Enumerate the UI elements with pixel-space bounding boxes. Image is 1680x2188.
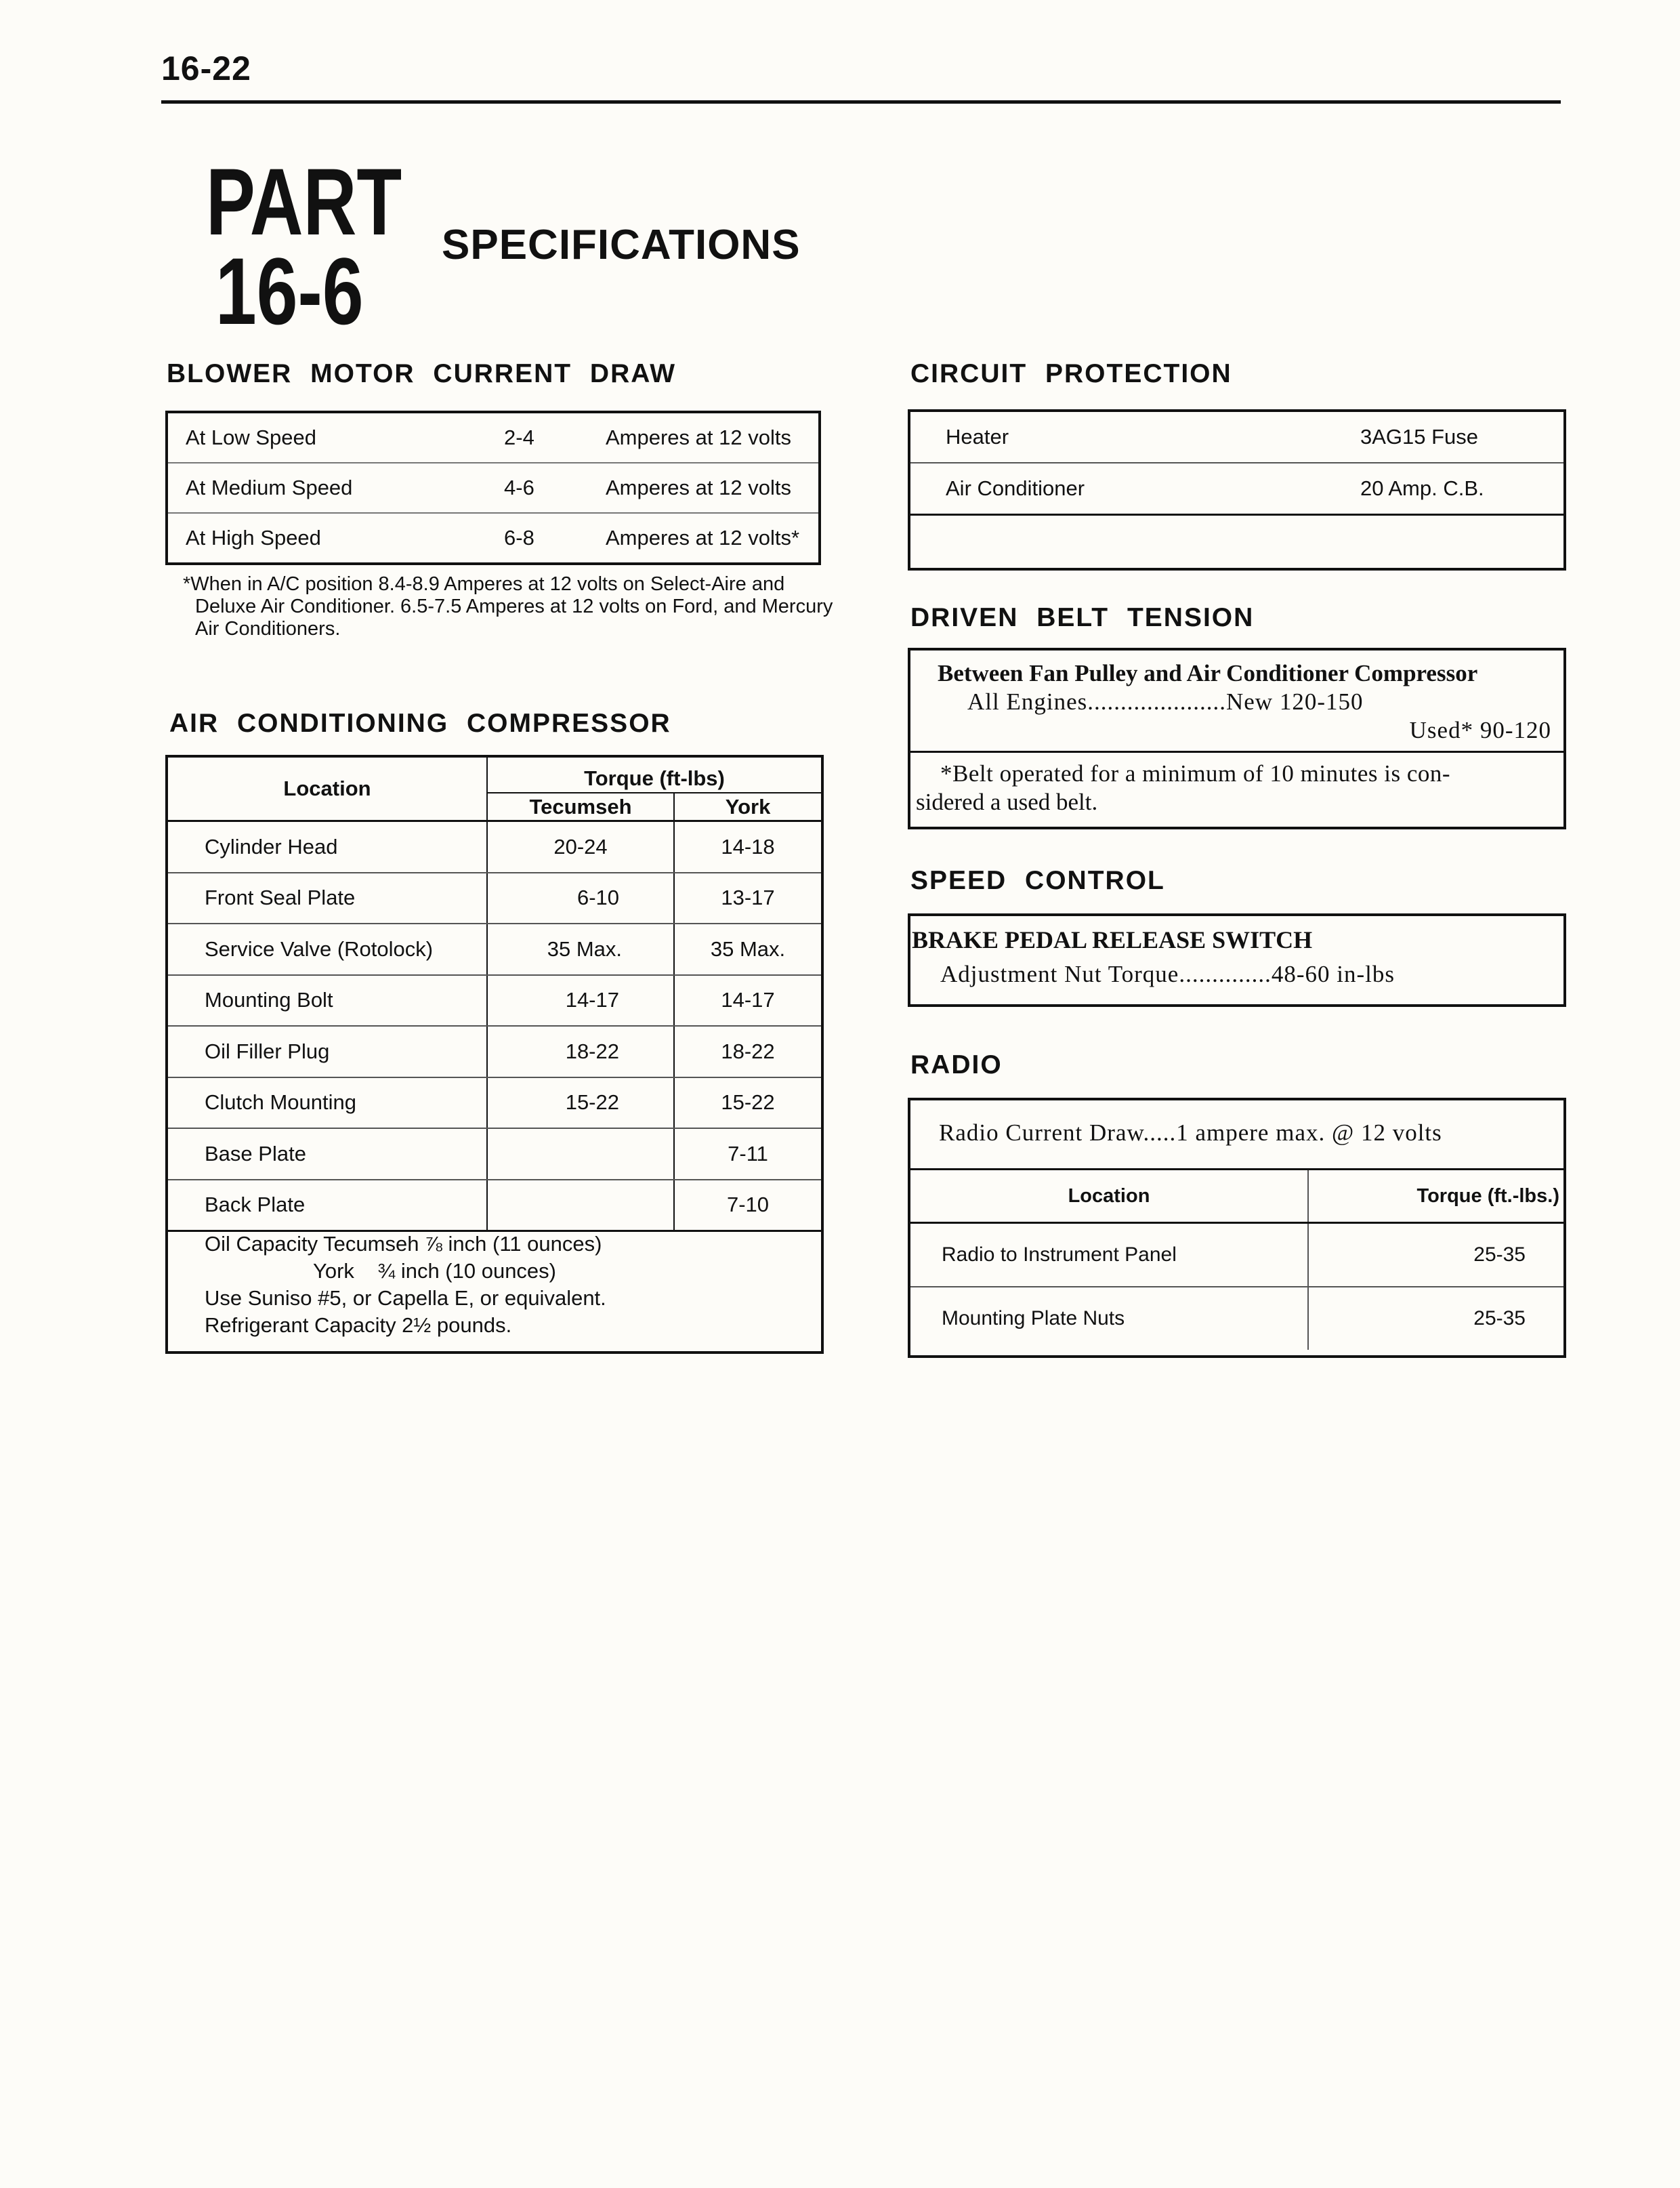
york-value: 14-18 <box>674 821 821 873</box>
col-torque: Torque (ft.-lbs.) <box>1308 1170 1563 1223</box>
tecumseh-value <box>487 1128 674 1180</box>
york-value: 18-22 <box>674 1026 821 1077</box>
compressor-note: Use Suniso #5, or Capella E, or equivalent. <box>205 1286 606 1310</box>
table-row <box>168 821 821 873</box>
compressor-location: Back Plate <box>168 1180 487 1231</box>
compressor-location: Front Seal Plate <box>168 873 487 924</box>
speed-heading: SPEED CONTROL <box>910 866 1165 895</box>
york-value: 7-10 <box>674 1180 821 1231</box>
tecumseh-value: 18-22 <box>487 1026 674 1077</box>
compressor-note: Refrigerant Capacity 2½ pounds. <box>205 1313 512 1337</box>
york-value: 14-17 <box>674 975 821 1027</box>
table-row <box>910 1223 1563 1287</box>
table-row <box>910 463 1563 515</box>
compressor-frame <box>165 755 824 1354</box>
radio-table <box>910 1170 1563 1350</box>
blower-heading: BLOWER MOTOR CURRENT DRAW <box>167 359 677 388</box>
tecumseh-value: 14-17 <box>487 975 674 1027</box>
table-row <box>167 412 820 463</box>
circuit-table <box>910 412 1563 516</box>
compressor-table <box>168 758 821 1232</box>
table-row <box>168 975 821 1027</box>
blower-footnote-line: *When in A/C position 8.4-8.9 Amperes at 12 volts on Select-Aire and <box>183 573 785 595</box>
table-row <box>910 412 1563 463</box>
tecumseh-value: 15-22 <box>487 1077 674 1129</box>
table-header-row <box>910 1170 1563 1223</box>
col-tecumseh: Tecumseh <box>487 793 674 821</box>
circuit-value: 20 Amp. C.B. <box>1360 463 1563 515</box>
table-row <box>910 1287 1563 1350</box>
belt-note: sidered a used belt. <box>916 789 1098 815</box>
blower-label: At Medium Speed <box>167 463 504 513</box>
table-row <box>167 463 820 513</box>
blower-unit: Amperes at 12 volts <box>606 412 820 463</box>
york-value: 7-11 <box>674 1128 821 1180</box>
circuit-frame <box>908 409 1566 571</box>
radio-current-draw: Radio Current Draw.....1 ampere max. @ 12 volts <box>939 1119 1442 1146</box>
header-rule <box>161 100 1561 104</box>
table-row <box>167 513 820 564</box>
part-label: PART <box>206 148 402 255</box>
blower-label: At Low Speed <box>167 412 504 463</box>
york-value: 35 Max. <box>674 924 821 975</box>
circuit-label: Heater <box>910 412 1360 463</box>
part-number: 16-6 <box>215 238 364 344</box>
tecumseh-value <box>487 1180 674 1231</box>
col-torque: Torque (ft-lbs) <box>487 758 821 793</box>
table-row <box>168 924 821 975</box>
compressor-location: Mounting Bolt <box>168 975 487 1027</box>
york-value: 13-17 <box>674 873 821 924</box>
compressor-location: Oil Filler Plug <box>168 1026 487 1077</box>
belt-frame <box>908 648 1566 829</box>
table-row <box>168 1026 821 1077</box>
blower-value: 6-8 <box>504 526 534 550</box>
radio-torque: 25-35 <box>1308 1223 1563 1287</box>
blower-label: At High Speed <box>186 526 321 550</box>
belt-note: *Belt operated for a minimum of 10 minutes is con- <box>940 760 1451 787</box>
page-number: 16-22 <box>161 49 251 87</box>
belt-all-engines: All Engines.....................New 120-150 <box>967 688 1364 715</box>
table-row <box>168 873 821 924</box>
table-row <box>168 1180 821 1231</box>
blower-unit: Amperes at 12 volts <box>606 463 820 513</box>
belt-divider <box>910 751 1563 753</box>
compressor-location: Service Valve (Rotolock) <box>168 924 487 975</box>
radio-location: Radio to Instrument Panel <box>910 1223 1308 1287</box>
col-york: York <box>674 793 821 821</box>
compressor-notes <box>205 1231 606 1339</box>
york-value: 15-22 <box>674 1077 821 1129</box>
compressor-note: York ¾ inch (10 ounces) <box>313 1259 556 1283</box>
blower-footnote-line: Air Conditioners. <box>195 618 341 640</box>
compressor-heading: AIR CONDITIONING COMPRESSOR <box>169 709 671 738</box>
compressor-note: Oil Capacity Tecumseh ⅞ inch (11 ounces) <box>205 1232 602 1256</box>
blower-unit: Amperes at 12 volts* <box>606 526 800 550</box>
belt-heading: DRIVEN BELT TENSION <box>910 603 1255 632</box>
blower-footnote <box>183 573 833 640</box>
speed-frame <box>908 913 1566 1007</box>
speed-title: BRAKE PEDAL RELEASE SWITCH <box>912 926 1313 953</box>
col-location: Location <box>168 758 487 821</box>
compressor-location: Clutch Mounting <box>168 1077 487 1129</box>
compressor-location: Base Plate <box>168 1128 487 1180</box>
tecumseh-value: 20-24 <box>487 821 674 873</box>
compressor-location: Cylinder Head <box>168 821 487 873</box>
tecumseh-value: 6-10 <box>487 873 674 924</box>
page-title: SPECIFICATIONS <box>442 222 801 268</box>
table-header-row <box>168 758 821 793</box>
circuit-value: 3AG15 Fuse <box>1360 412 1563 463</box>
tecumseh-value: 35 Max. <box>487 924 674 975</box>
circuit-heading: CIRCUIT PROTECTION <box>910 359 1232 388</box>
blower-footnote-line: Deluxe Air Conditioner. 6.5-7.5 Amperes at 12 volts on Ford, and Mercury <box>195 596 833 617</box>
blower-value: 2-4 <box>504 412 606 463</box>
radio-location: Mounting Plate Nuts <box>910 1287 1308 1350</box>
blower-table <box>165 411 821 565</box>
speed-line: Adjustment Nut Torque..............48-60 in-lbs <box>940 961 1395 987</box>
table-row <box>168 1077 821 1129</box>
belt-used: Used* 90-120 <box>1409 717 1551 743</box>
blower-value: 4-6 <box>504 463 606 513</box>
belt-title: Between Fan Pulley and Air Conditioner Compressor <box>938 660 1478 686</box>
table-row <box>168 1128 821 1180</box>
radio-heading: RADIO <box>910 1050 1003 1079</box>
col-location: Location <box>910 1170 1308 1223</box>
radio-frame <box>908 1098 1566 1358</box>
radio-torque: 25-35 <box>1473 1307 1526 1329</box>
circuit-label: Air Conditioner <box>910 463 1360 515</box>
